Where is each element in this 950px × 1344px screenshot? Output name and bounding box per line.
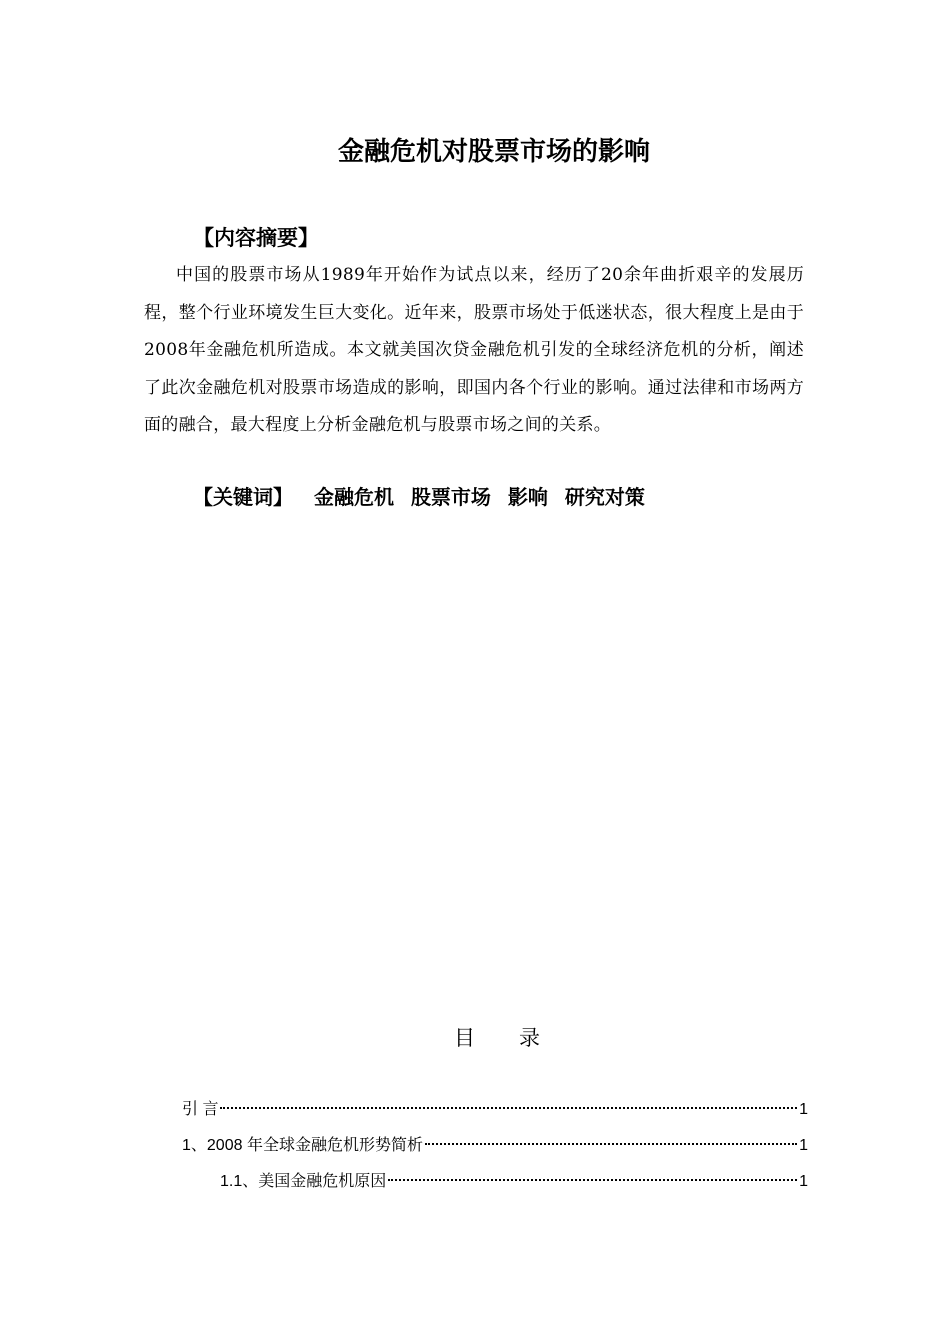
document-title: 金融危机对股票市场的影响 xyxy=(338,137,651,167)
abstract-heading: 【内容摘要】 xyxy=(193,226,319,250)
toc-entry[interactable] xyxy=(182,1092,808,1128)
toc-dot-leader xyxy=(220,1107,797,1109)
toc-entry-label: 引 言 xyxy=(182,1101,219,1118)
toc-entry-page: 1 xyxy=(799,1173,808,1190)
keyword-item: 研究对策 xyxy=(564,485,645,509)
toc-entry-page: 1 xyxy=(799,1101,808,1118)
toc-entry[interactable] xyxy=(182,1164,808,1200)
toc-dot-leader xyxy=(388,1179,797,1181)
keywords-label: 【关键词】 xyxy=(193,485,293,509)
toc-entry-page: 1 xyxy=(799,1137,808,1154)
toc-title-left: 目 xyxy=(454,1026,475,1050)
table-of-contents xyxy=(182,1092,808,1200)
toc-title-right: 录 xyxy=(519,1026,540,1050)
toc-entry[interactable] xyxy=(182,1128,808,1164)
toc-dot-leader xyxy=(425,1143,797,1145)
keyword-item: 影响 xyxy=(507,485,548,509)
abstract-body: 中国的股票市场从1989年开始作为试点以来，经历了20余年曲折艰辛的发展历程，整个行业环境发生巨大变化。近年来，股票市场处于低迷状态，很大程度上是由于2008年金融危机所造成。本文就美国次贷金融危机引发的全球经济危机的分析，阐述了此次金融危机对股票市场造成的影响，即国内各个行业的影响。通过法律和市场两方面的融合，最大程度上分析金融危机与股票市场之间的关系。 xyxy=(144,265,804,435)
toc-title xyxy=(454,1022,540,1054)
keywords-line xyxy=(193,480,655,514)
keyword-item: 金融危机 xyxy=(313,485,394,509)
toc-entry-label: 1.1、美国金融危机原因 xyxy=(220,1173,387,1190)
keyword-item: 股票市场 xyxy=(410,485,491,509)
toc-entry-label: 1、2008 年全球金融危机形势简析 xyxy=(182,1137,423,1154)
